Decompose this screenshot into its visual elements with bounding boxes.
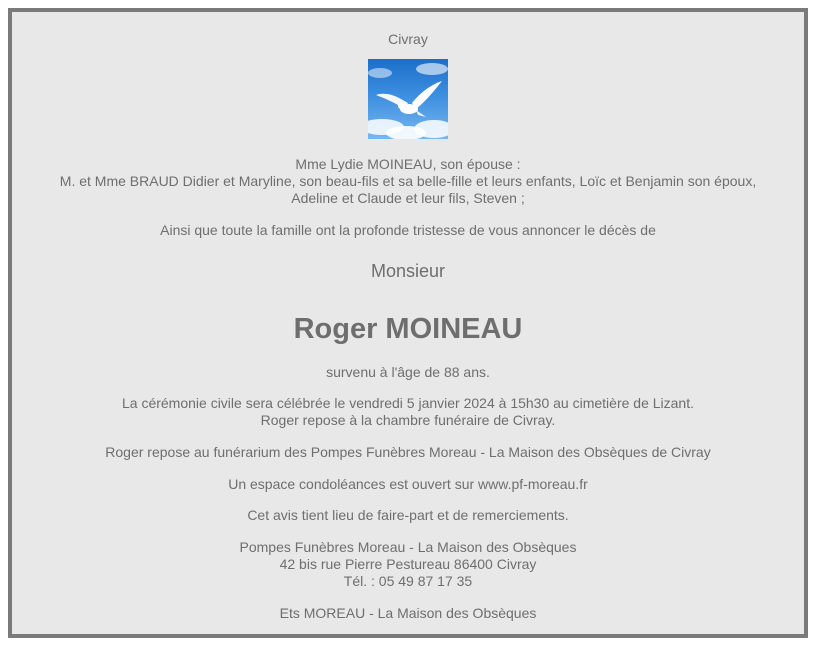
condolences-text: Un espace condoléances est ouvert sur www.pf-moreau.fr <box>228 476 588 492</box>
announcement-line: M. et Mme BRAUD Didier et Maryline, son beau-fils et sa belle-fille et leurs enfants, Loïc et Benjamin son époux, <box>59 173 757 189</box>
ceremony-line: La cérémonie civile sera célébrée le vendredi 5 janvier 2024 à 15h30 au cimetière de Lizant. <box>121 395 694 411</box>
intro-text: Ainsi que toute la famille ont la profonde tristesse de vous annoncer le décès de <box>160 222 656 238</box>
ceremony-details <box>12 395 804 429</box>
company-phone: Tél. : 05 49 87 17 35 <box>343 573 473 589</box>
faire-part-text: Cet avis tient lieu de faire-part et de remerciements. <box>247 507 569 523</box>
funeral-home-contact <box>12 539 804 590</box>
announcement-line: Adeline et Claude et leur fils, Steven ; <box>291 190 525 206</box>
funerarium-text: Roger repose au funérarium des Pompes Funèbres Moreau - La Maison des Obsèques de Civray <box>105 444 711 460</box>
announcement-line: Mme Lydie MOINEAU, son épouse : <box>295 156 521 172</box>
deceased-name: Roger MOINEAU <box>293 313 523 345</box>
ceremony-line: Roger repose à la chambre funéraire de Civray. <box>260 412 556 428</box>
dove-photo-icon <box>368 59 448 139</box>
family-announcement <box>12 156 804 207</box>
company-address: 42 bis rue Pierre Pestureau 86400 Civray <box>279 556 537 572</box>
signature: Ets MOREAU - La Maison des Obsèques <box>279 605 537 621</box>
location-heading: Civray <box>388 31 428 47</box>
company-name: Pompes Funèbres Moreau - La Maison des Obsèques <box>239 539 577 555</box>
age-text: survenu à l'âge de 88 ans. <box>326 364 490 380</box>
honorific-title: Monsieur <box>370 261 446 281</box>
obituary-notice <box>8 8 808 638</box>
